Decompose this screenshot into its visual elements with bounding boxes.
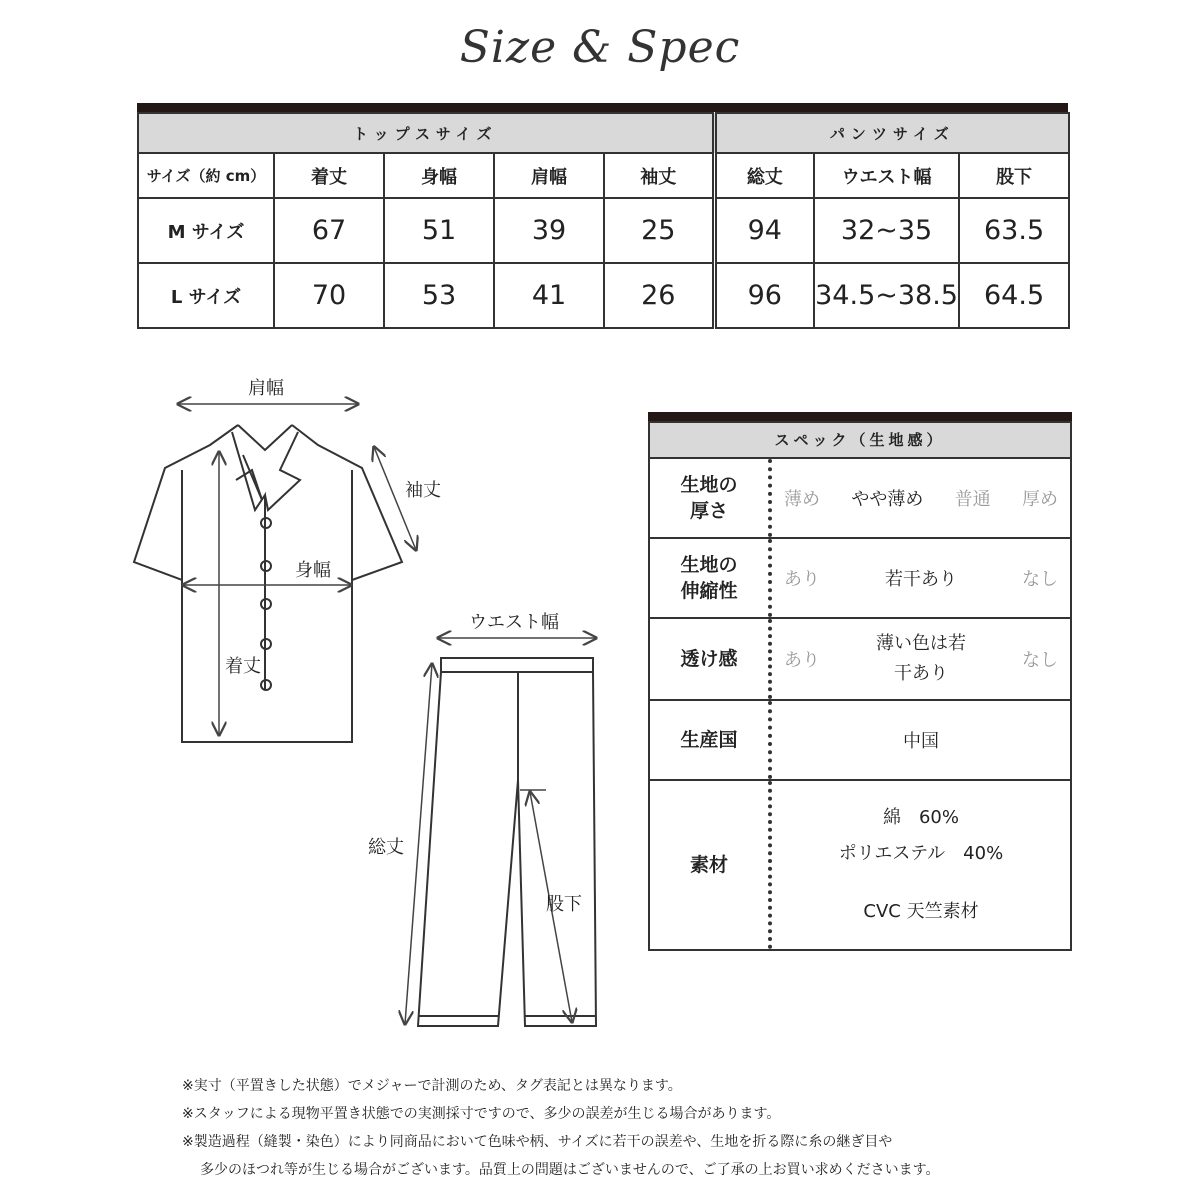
column-header: サイズ（約 cm） (138, 153, 274, 198)
spec-value: 中国 (903, 731, 939, 752)
table-cell: 53 (384, 263, 494, 328)
spec-row-thickness (650, 459, 1070, 539)
pants-measure-arrows (405, 638, 596, 1024)
option: 厚め (1021, 489, 1058, 510)
table-cell: 39 (494, 198, 604, 263)
table-cell: 34.5~38.5 (814, 263, 959, 328)
table-cell: 25 (604, 198, 714, 263)
waist-label: ウエスト幅 (469, 612, 559, 633)
material-line: 綿 60% (882, 807, 959, 828)
shoulder-label: 肩幅 (248, 378, 284, 399)
option: なし (1022, 650, 1058, 671)
column-header: 股下 (959, 153, 1069, 198)
notes (182, 1072, 939, 1184)
option: あり (784, 650, 820, 671)
spec-label: 生地の伸縮性 (650, 539, 772, 617)
body-width-label: 身幅 (295, 560, 331, 581)
material-line: CVC 天竺素材 (863, 901, 979, 922)
table-cell: 67 (274, 198, 384, 263)
column-header: 肩幅 (494, 153, 604, 198)
total-length-label: 総丈 (368, 837, 404, 858)
spec-table (648, 412, 1072, 951)
inseam-label: 股下 (546, 894, 582, 915)
spec-label: 透け感 (650, 619, 772, 699)
pants-diagram (418, 658, 596, 1026)
table-cell: 41 (494, 263, 604, 328)
shirt-diagram (134, 425, 402, 742)
page-title: Size & Spec (459, 22, 741, 73)
option: 薄め (784, 489, 820, 510)
spec-row-sheerness (650, 619, 1070, 701)
table-cell: 94 (714, 198, 814, 263)
length-label: 着丈 (225, 656, 261, 677)
table-cell: 32~35 (814, 198, 959, 263)
row-label: L サイズ (138, 263, 274, 328)
note-line: ※製造過程（縫製・染色）により同商品において色味や柄、サイズに若干の誤差や、生地を折る際に糸の継ぎ目や (182, 1134, 893, 1150)
spec-row-country (650, 701, 1070, 781)
option: あり (784, 569, 820, 590)
note-line: ※実寸（平置きした状態）でメジャーで計測のため、タグ表記とは異なります。 (182, 1078, 682, 1094)
spec-label: 生地の厚さ (650, 459, 772, 537)
column-header: 着丈 (274, 153, 384, 198)
option-selected: やや薄め (851, 489, 924, 510)
material-line: ポリエステル 40% (838, 843, 1004, 864)
option: なし (1022, 569, 1058, 590)
table-cell: 63.5 (959, 198, 1069, 263)
option-selected: 若干あり (885, 569, 957, 590)
table-cell: 64.5 (959, 263, 1069, 328)
table-cell: 51 (384, 198, 494, 263)
spec-label: 素材 (650, 781, 772, 949)
row-label: M サイズ (138, 198, 274, 263)
spec-top-bar (648, 412, 1072, 421)
table-cell: 96 (714, 263, 814, 328)
spec-header: スペック（生地感） (650, 421, 1070, 459)
table-cell: 70 (274, 263, 384, 328)
spec-row-stretch (650, 539, 1070, 619)
note-line: ※スタッフによる現物平置き状態での実測採寸ですので、多少の誤差が生じる場合があります。 (182, 1106, 781, 1122)
table-cell: 26 (604, 263, 714, 328)
pants-size-header: パンツサイズ (714, 113, 1069, 153)
sleeve-label: 袖丈 (405, 480, 441, 501)
option-selected: 薄い色は若干あり (876, 633, 966, 684)
column-header: 総丈 (714, 153, 814, 198)
note-line: 多少のほつれ等が生じる場合がございます。品質上の問題はございませんので、ご了承の上お買い求めくださいます。 (200, 1162, 940, 1178)
spec-row-material (650, 781, 1070, 949)
option: 普通 (954, 489, 991, 510)
tops-size-header: トップスサイズ (138, 113, 714, 153)
column-header: 袖丈 (604, 153, 714, 198)
column-header: ウエスト幅 (814, 153, 959, 198)
spec-label: 生産国 (650, 701, 772, 779)
column-header: 身幅 (384, 153, 494, 198)
